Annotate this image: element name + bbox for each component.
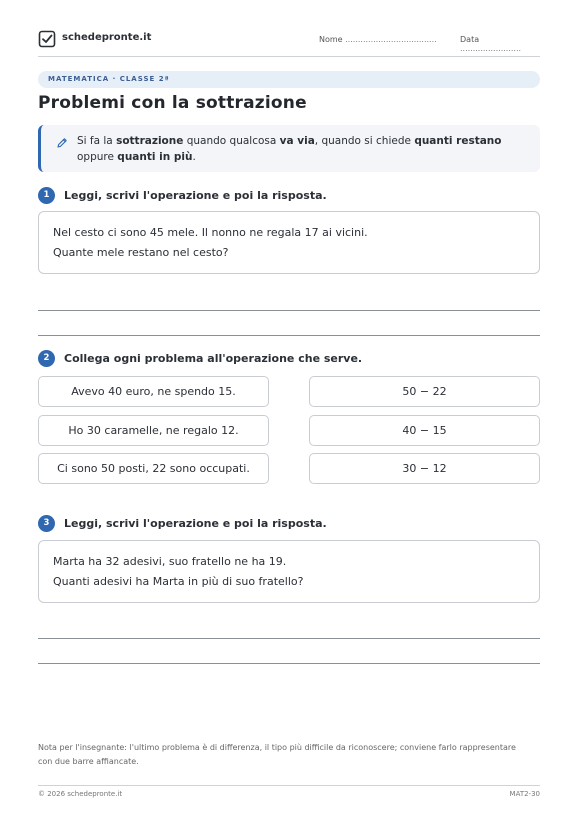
note-text-5: . bbox=[192, 151, 196, 163]
checklist-logo-icon bbox=[38, 30, 56, 48]
note-text-4: oppure bbox=[77, 151, 118, 163]
footer-divider bbox=[38, 785, 540, 786]
answer-line[interactable] bbox=[38, 310, 540, 311]
exercise-1-problem-box bbox=[38, 211, 540, 274]
footer-copyright: © 2026 schedepronte.it bbox=[38, 790, 123, 798]
operation-card[interactable]: 50 − 22 bbox=[309, 376, 540, 407]
exercise-1-line-1: Nel cesto ci sono 45 mele. Il nonno ne regala 17 ai vicini. bbox=[53, 226, 368, 239]
operation-card[interactable]: 40 − 15 bbox=[309, 415, 540, 446]
exercise-3-problem-box bbox=[38, 540, 540, 603]
exercise-3-line-2: Quanti adesivi ha Marta in più di suo fratello? bbox=[53, 575, 304, 588]
name-label: Nome bbox=[319, 35, 343, 44]
note-bold-2: va via bbox=[279, 135, 315, 147]
header-divider bbox=[38, 56, 540, 57]
date-field bbox=[460, 35, 540, 53]
subject-tag: MATEMATICA · CLASSE 2ª bbox=[38, 71, 540, 88]
exercise-1-title: Leggi, scrivi l'operazione e poi la risposta. bbox=[64, 189, 327, 202]
note-text-3: , quando si chiede bbox=[314, 135, 415, 147]
answer-line[interactable] bbox=[38, 663, 540, 664]
footer-code: MAT2-30 bbox=[509, 790, 540, 798]
info-note bbox=[38, 125, 540, 172]
info-note-text bbox=[77, 133, 527, 165]
pencil-icon bbox=[56, 137, 68, 149]
problem-card[interactable]: Avevo 40 euro, ne spendo 15. bbox=[38, 376, 269, 407]
note-text-2: quando qualcosa bbox=[183, 135, 280, 147]
answer-line[interactable] bbox=[38, 335, 540, 336]
exercise-3-number: 3 bbox=[38, 515, 55, 532]
name-blank: .................................... bbox=[345, 35, 437, 44]
note-text-1: Si fa la bbox=[77, 135, 117, 147]
note-bold-3: quanti restano bbox=[414, 135, 502, 147]
exercise-3-title: Leggi, scrivi l'operazione e poi la risposta. bbox=[64, 517, 327, 530]
problem-card[interactable]: Ci sono 50 posti, 22 sono occupati. bbox=[38, 453, 269, 484]
exercise-1-number: 1 bbox=[38, 187, 55, 204]
operation-card[interactable]: 30 − 12 bbox=[309, 453, 540, 484]
date-label: Data bbox=[460, 35, 480, 44]
page-title: Problemi con la sottrazione bbox=[38, 93, 307, 113]
answer-line[interactable] bbox=[38, 638, 540, 639]
name-field bbox=[319, 35, 437, 44]
exercise-3-line-1: Marta ha 32 adesivi, suo fratello ne ha 19. bbox=[53, 555, 287, 568]
note-bold-1: sottrazione bbox=[116, 135, 184, 147]
exercise-2-number: 2 bbox=[38, 350, 55, 367]
page-header bbox=[38, 30, 540, 52]
problem-card[interactable]: Ho 30 caramelle, ne regalo 12. bbox=[38, 415, 269, 446]
exercise-1-line-2: Quante mele restano nel cesto? bbox=[53, 246, 229, 259]
brand-name: schedepronte.it bbox=[62, 32, 152, 43]
exercise-2-title: Collega ogni problema all'operazione che serve. bbox=[64, 352, 363, 365]
teacher-note: Nota per l'insegnante: l'ultimo problema è di differenza, il tipo più difficile da riconoscere; conviene farlo rappresentare con due barre affiancate. bbox=[38, 743, 516, 766]
date-blank: ........................ bbox=[460, 44, 522, 53]
note-bold-4: quanti in più bbox=[117, 151, 193, 163]
